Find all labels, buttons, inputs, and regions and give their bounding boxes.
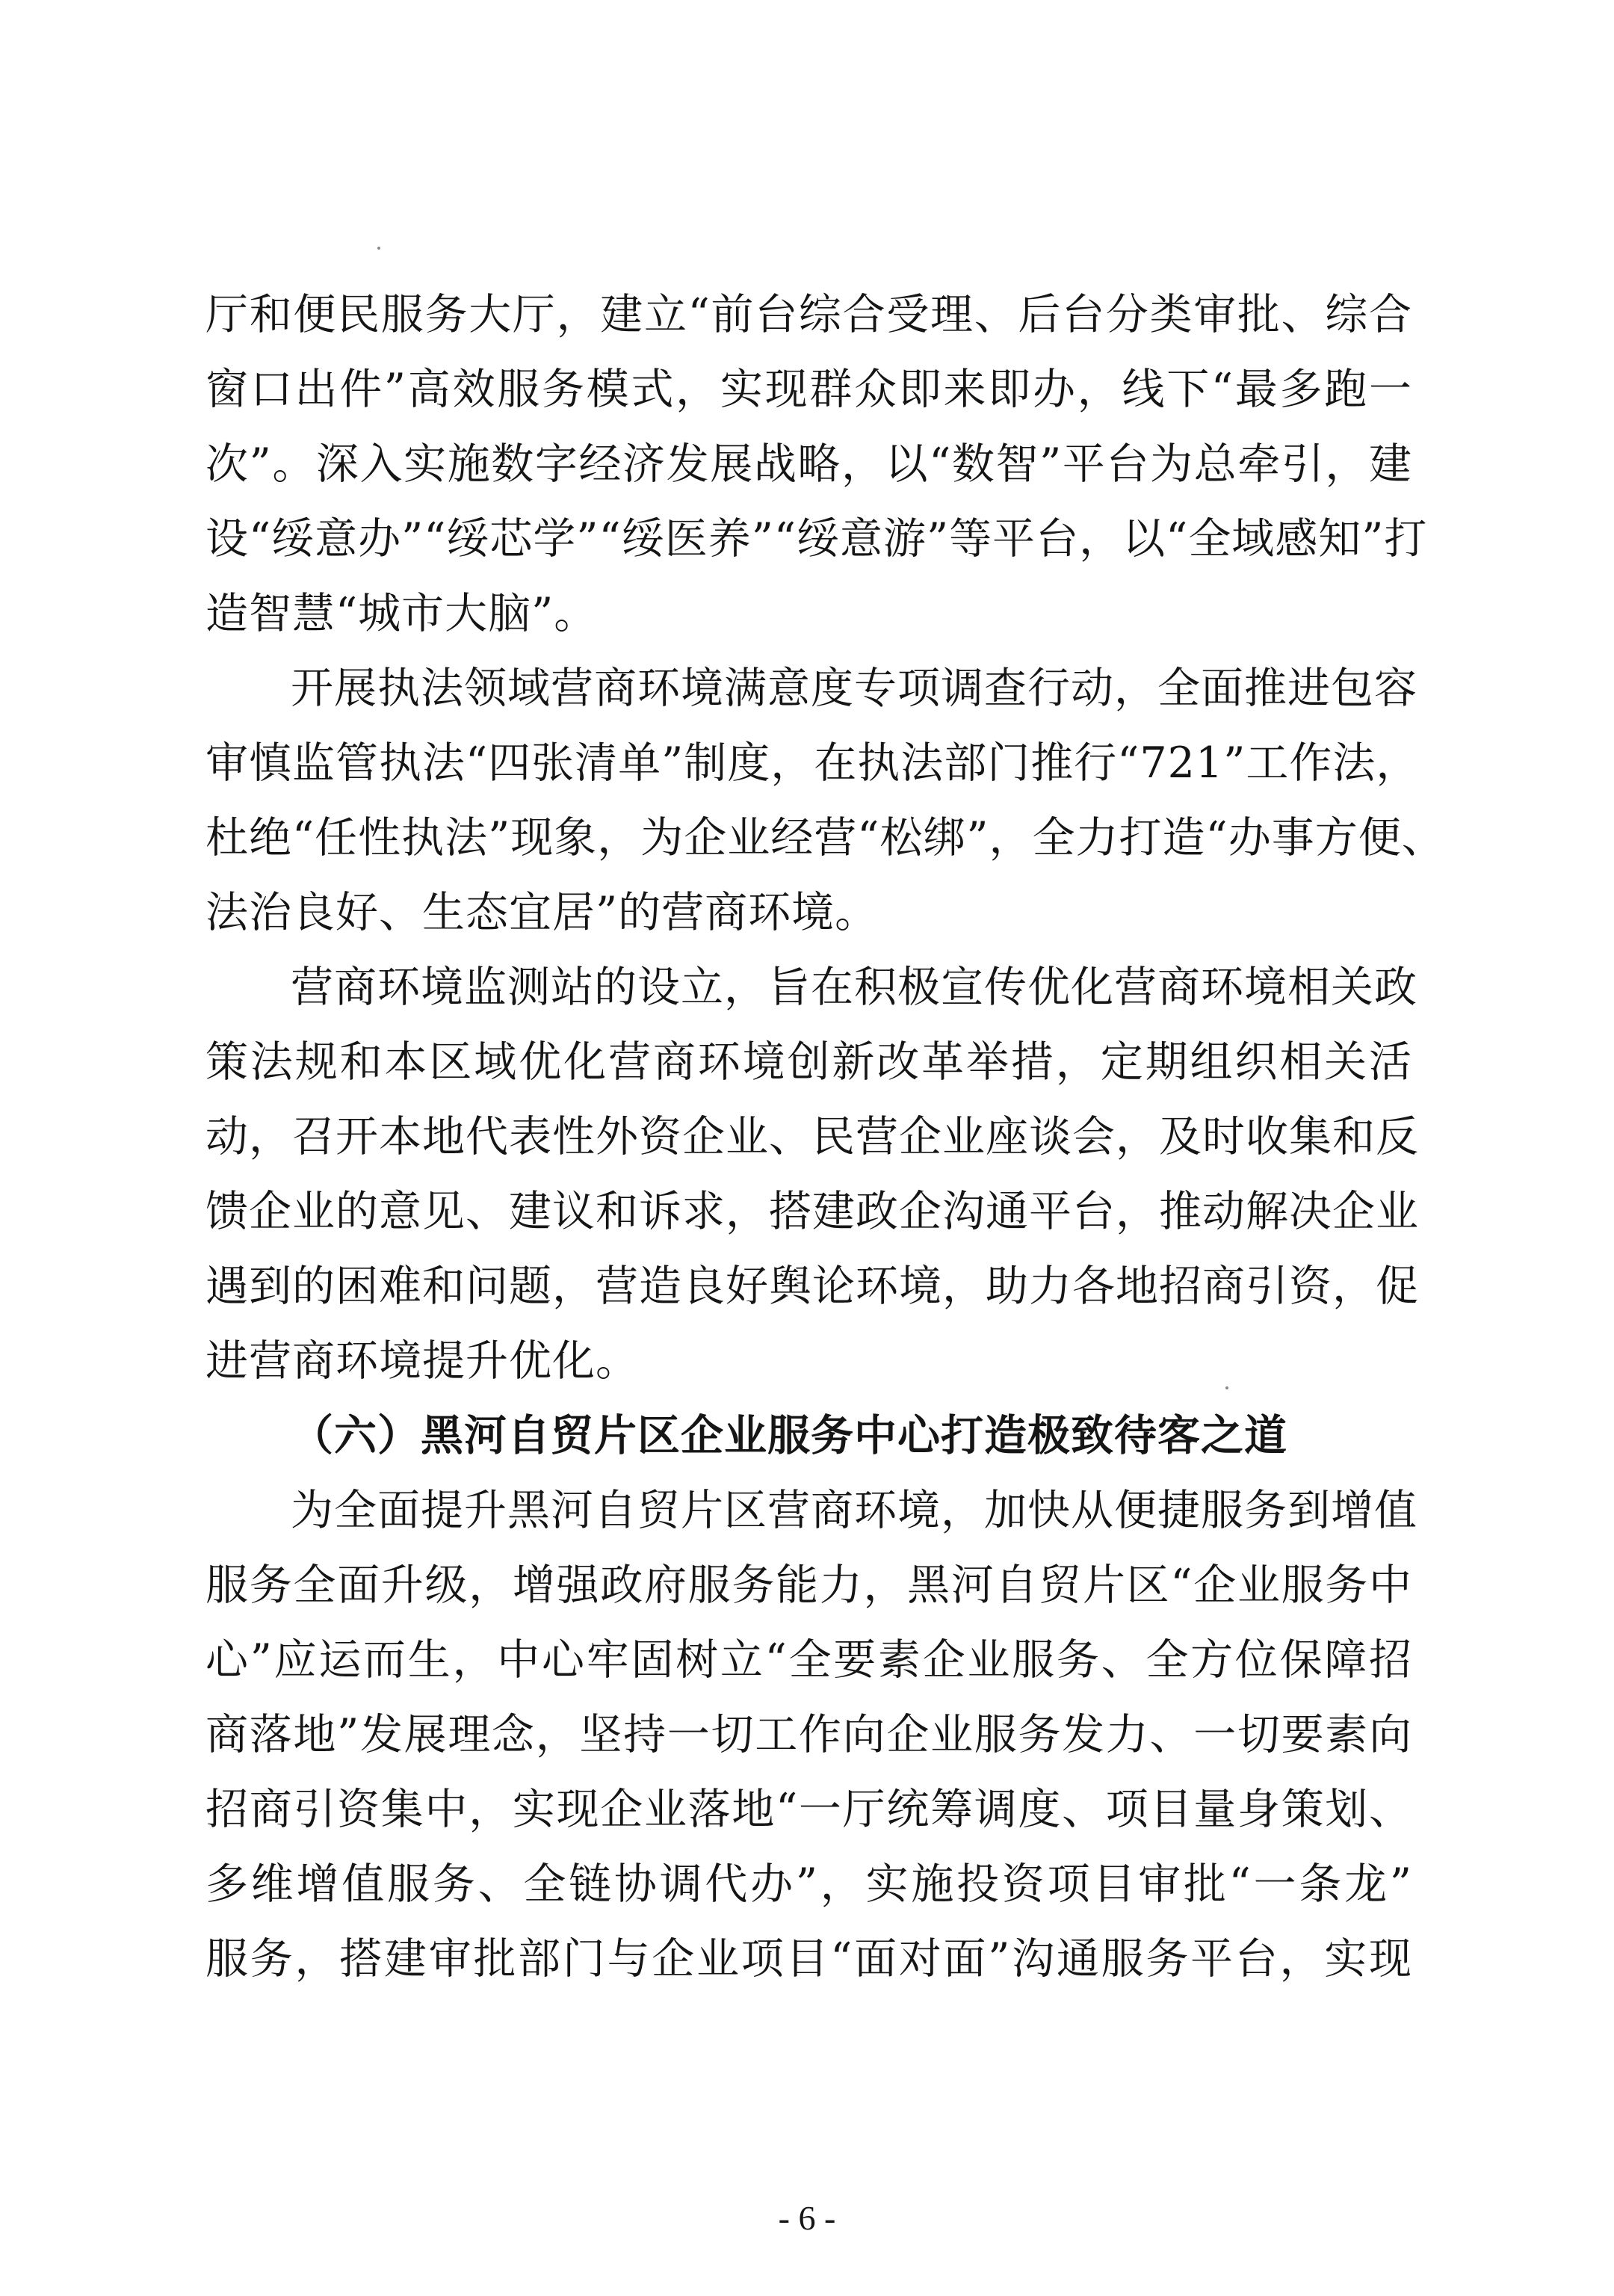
paragraph-1-line-4: 设“绥意办”“绥芯学”“绥医养”“绥意游”等平台，以“全域感知”打 bbox=[205, 514, 1428, 564]
paragraph-4-line-6: 多维增值服务、全链协调代办”，实施投资项目审批“一条龙” bbox=[205, 1860, 1412, 1909]
paragraph-3-line-3: 动，召开本地代表性外资企业、民营企业座谈会，及时收集和反 bbox=[205, 1112, 1419, 1161]
paragraph-4-line-3: 心”应运而生，中心牢固树立“全要素企业服务、全方位保障招 bbox=[205, 1635, 1412, 1685]
paragraph-3-line-5: 遇到的困难和问题，营造良好舆论环境，助力各地招商引资，促 bbox=[205, 1262, 1419, 1311]
scan-speck bbox=[377, 247, 380, 250]
paragraph-2-line-3: 杜绝“任性执法”现象，为企业经营“松绑”，全力打造“办事方便、 bbox=[205, 813, 1445, 862]
paragraph-3-line-1: 营商环境监测站的设立，旨在积极宣传优化营商环境相关政 bbox=[291, 963, 1417, 1012]
paragraph-3-line-4: 馈企业的意见、建议和诉求，搭建政企沟通平台，推动解决企业 bbox=[205, 1187, 1419, 1236]
paragraph-4-line-1: 为全面提升黑河自贸片区营商环境，加快从便捷服务到增值 bbox=[291, 1486, 1417, 1535]
paragraph-4-line-7: 服务，搭建审批部门与企业项目“面对面”沟通服务平台，实现 bbox=[205, 1934, 1412, 1984]
paragraph-2-line-4: 法治良好、生态宜居”的营商环境。 bbox=[205, 888, 879, 937]
paragraph-1-line-2: 窗口出件”高效服务模式，实现群众即来即办，线下“最多跑一 bbox=[205, 365, 1412, 414]
paragraph-1-line-5: 造智慧“城市大脑”。 bbox=[205, 589, 598, 638]
paragraph-4-line-2: 服务全面升级，增强政府服务能力，黑河自贸片区“企业服务中 bbox=[205, 1561, 1412, 1610]
paragraph-1-line-1: 厅和便民服务大厅，建立“前台综合受理、后台分类审批、综合 bbox=[205, 290, 1412, 339]
paragraph-3-line-2: 策法规和本区域优化营商环境创新改革举措，定期组织相关活 bbox=[205, 1037, 1412, 1087]
section-heading: （六）黑河自贸片区企业服务中心打造极致待客之道 bbox=[291, 1410, 1287, 1460]
paragraph-4-line-5: 招商引资集中，实现企业落地“一厅统筹调度、项目量身策划、 bbox=[205, 1785, 1412, 1834]
page-number: - 6 - bbox=[778, 2199, 836, 2237]
paragraph-4-line-4: 商落地”发展理念，坚持一切工作向企业服务发力、一切要素向 bbox=[205, 1710, 1412, 1759]
paragraph-2-line-2: 审慎监管执法“四张清单”制度，在执法部门推行“721”工作法， bbox=[205, 738, 1420, 788]
scan-speck bbox=[1225, 1386, 1228, 1389]
paragraph-3-line-6: 进营商环境提升优化。 bbox=[205, 1336, 639, 1386]
paragraph-2-line-1: 开展执法领域营商环境满意度专项调查行动，全面推进包容 bbox=[291, 664, 1417, 713]
paragraph-1-line-3: 次”。深入实施数字经济发展战略，以“数智”平台为总牵引，建 bbox=[205, 439, 1412, 489]
